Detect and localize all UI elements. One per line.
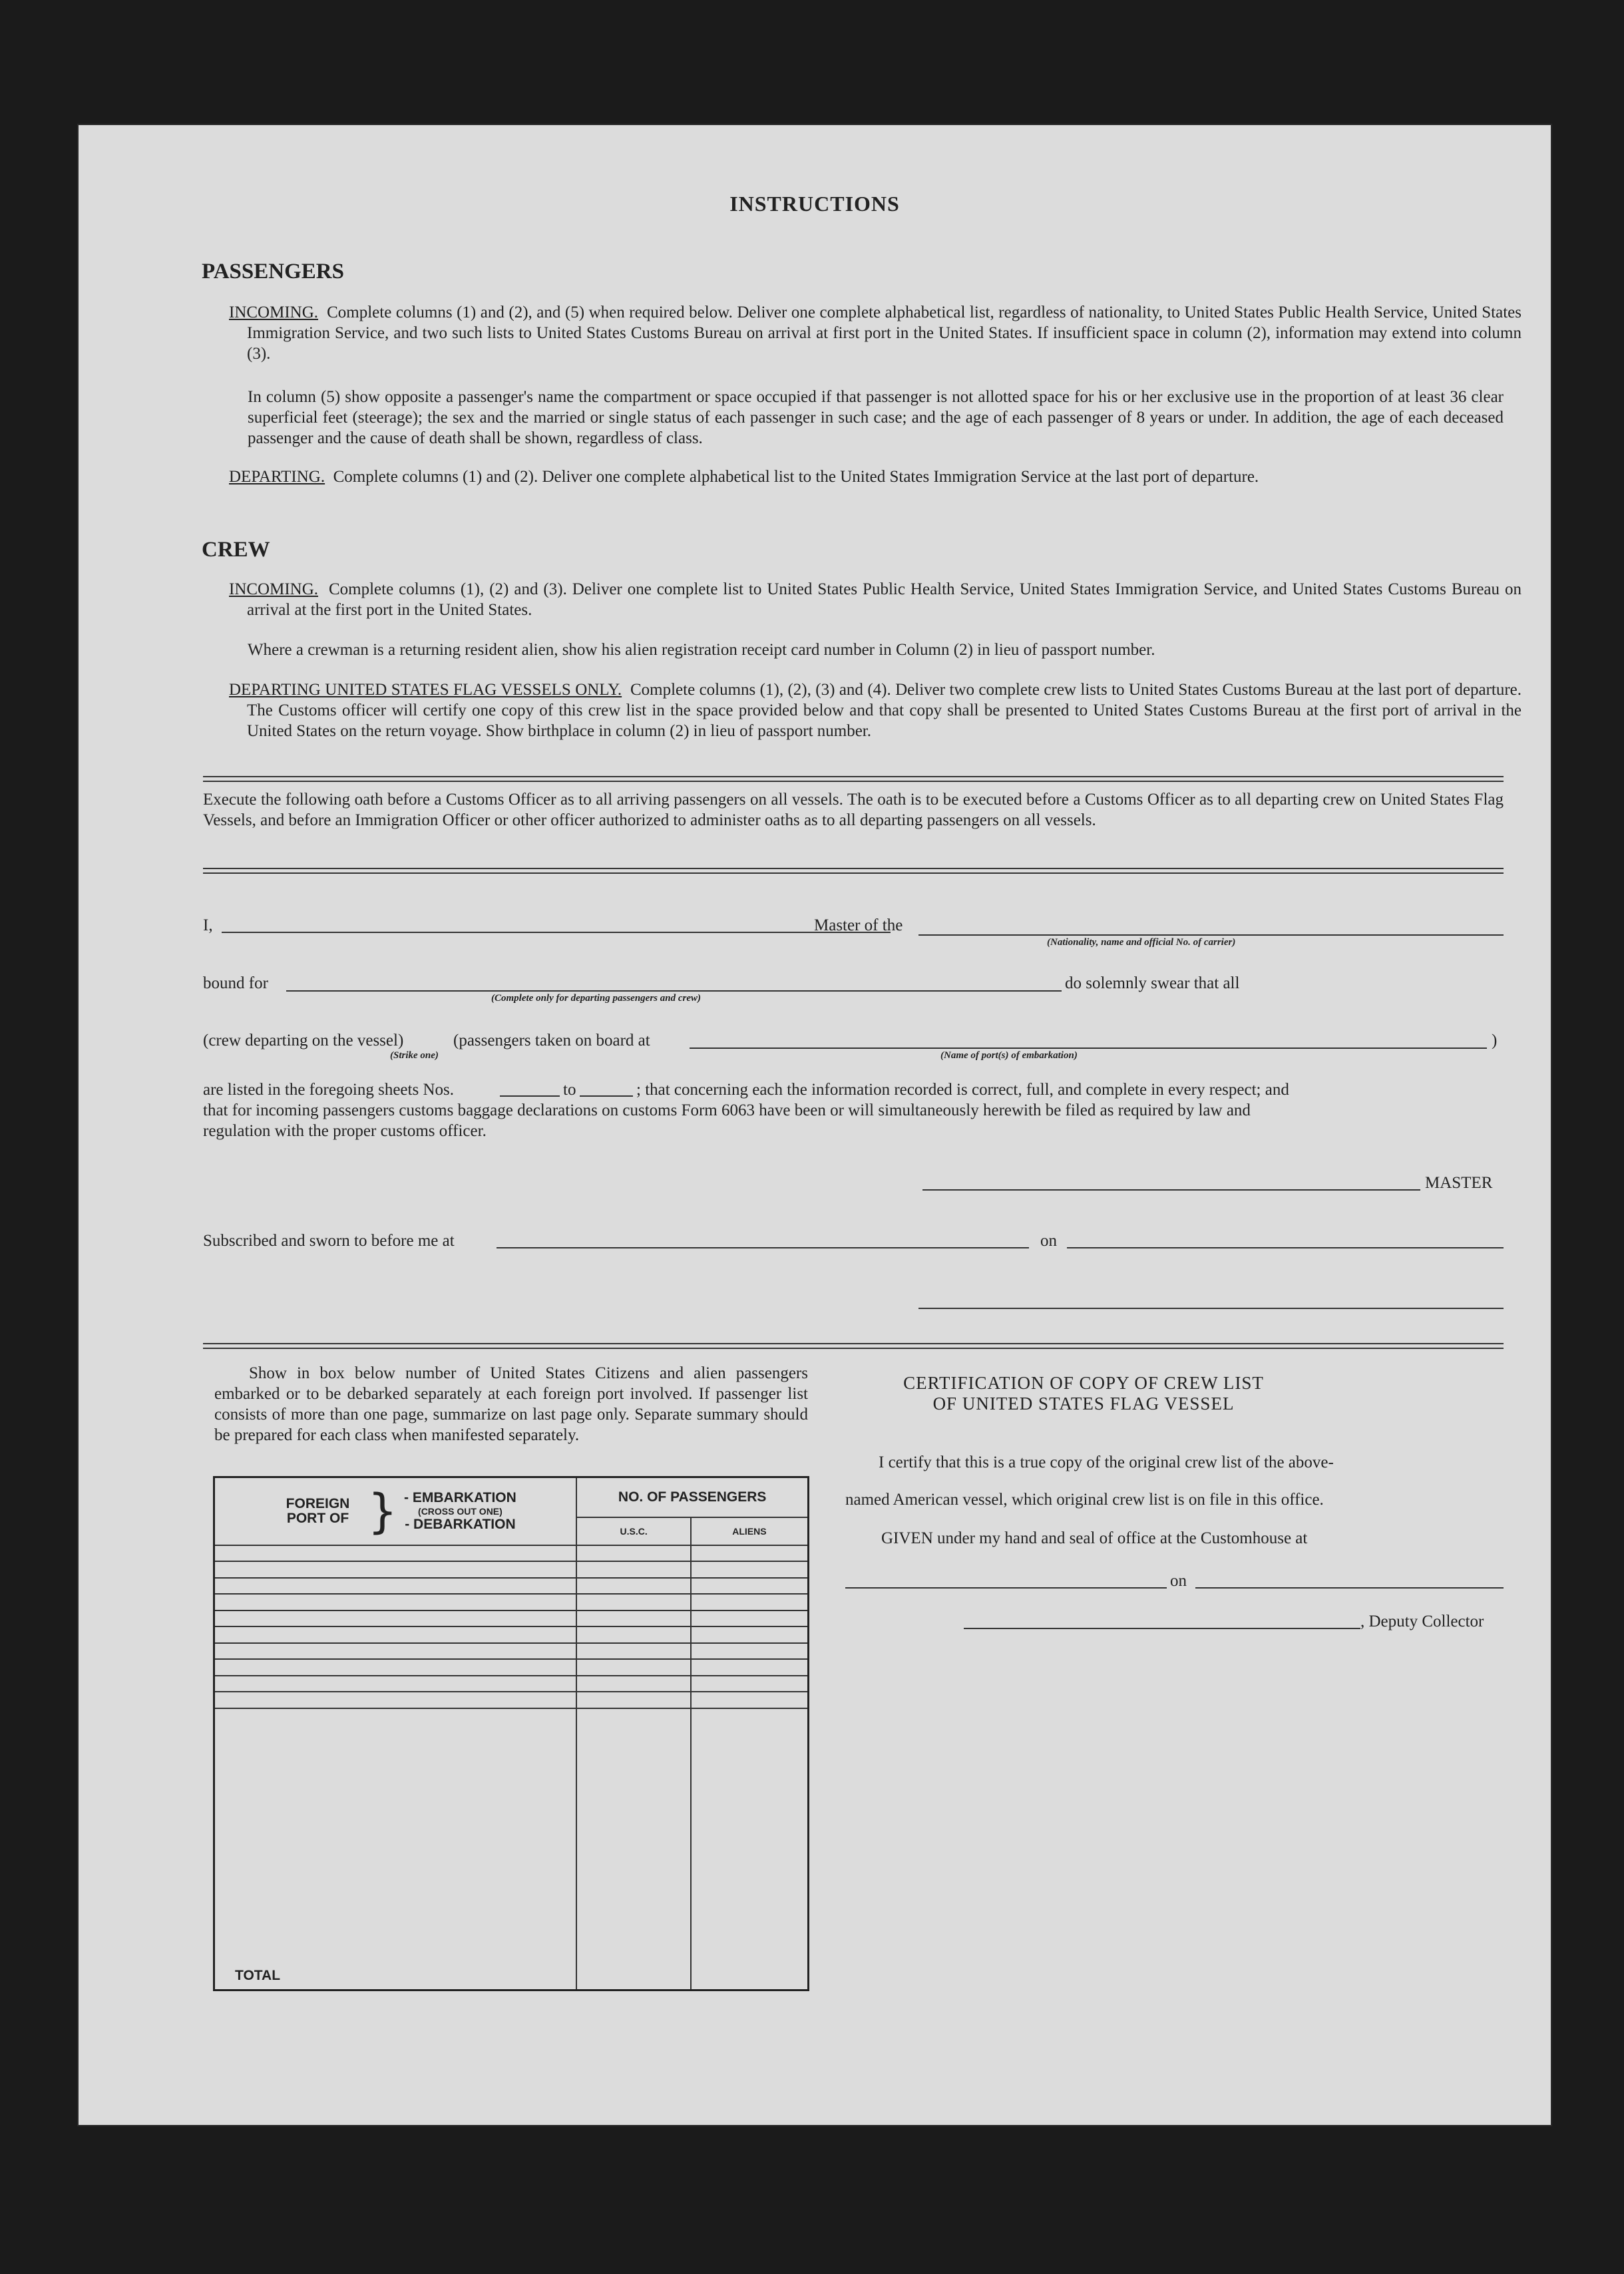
sheets-from-field[interactable]: [500, 1095, 560, 1097]
usc-cell[interactable]: [576, 1626, 691, 1643]
subscribed-label: Subscribed and sworn to before me at: [203, 1232, 455, 1250]
table-row: [214, 1561, 809, 1578]
aliens-cell[interactable]: [691, 1578, 809, 1595]
port-cell[interactable]: [214, 1692, 577, 1708]
passengers-departing-lead: DEPARTING.: [229, 468, 325, 486]
table-row: [214, 1692, 809, 1708]
passengers-column5-paragraph: In column (5) show opposite a passenger's name the compartment or space occupied if that passenger is not allotted space for his or her exclusive use in the proportion of at least 36 clear superficial feet (steerage); the sex and the married or single status of each passenger in such case; and the age of each passenger of 8 years or under. In addition, the age of each deceased passenger and the cause of death shall be shown, regardless of class.: [248, 388, 1504, 447]
subscribed-date-field[interactable]: [1067, 1247, 1504, 1248]
usc-cell[interactable]: [576, 1676, 691, 1692]
port-cell[interactable]: [214, 1545, 577, 1562]
statement-line2: that for incoming passengers customs baggage declarations on customs Form 6063 have been or will simultaneously herewith be filed as required by law and: [203, 1101, 1251, 1119]
aliens-cell[interactable]: [691, 1692, 809, 1708]
sheets-to-field[interactable]: [580, 1095, 633, 1097]
bound-for-field[interactable]: [286, 990, 1062, 992]
debarkation-label: - DEBARKATION: [405, 1516, 516, 1532]
aliens-header: ALIENS: [691, 1517, 809, 1545]
deputy-collector-signature-field[interactable]: [964, 1628, 1360, 1629]
table-row: [214, 1545, 809, 1562]
master-name-field[interactable]: [222, 932, 891, 933]
certify-line1: I certify that this is a true copy of the original crew list of the above-: [879, 1453, 1334, 1471]
close-paren: ): [1492, 1032, 1498, 1049]
aliens-cell[interactable]: [691, 1626, 809, 1643]
usc-header: U.S.C.: [576, 1517, 691, 1545]
certification-heading-line1: CERTIFICATION OF COPY OF CREW LIST: [903, 1373, 1264, 1393]
crew-incoming-lead: INCOMING.: [229, 580, 319, 598]
summary-instructions: Show in box below number of United States Citizens and alien passengers embarked or to be debarked separately at each foreign port involved. If passenger list consists of more than one page, summarize on last page only. Separate summary should be prepared for each class when manifested separately.: [214, 1364, 808, 1444]
aliens-cell[interactable]: [691, 1676, 809, 1692]
brace-glyph: }: [367, 1483, 398, 1539]
port-cell[interactable]: [214, 1561, 577, 1578]
port-cell[interactable]: [214, 1594, 577, 1611]
master-of-label: Master of the: [814, 916, 903, 934]
port-header-cell: [214, 1477, 577, 1545]
section-divider: [203, 776, 1504, 782]
certification-heading-line2: OF UNITED STATES FLAG VESSEL: [932, 1394, 1235, 1414]
port-cell[interactable]: [214, 1676, 577, 1692]
passenger-summary-table: [213, 1476, 809, 1991]
passengers-departing-paragraph: [229, 467, 1522, 487]
aliens-cell[interactable]: [691, 1561, 809, 1578]
certify-line2: named American vessel, which original crew list is on file in this office.: [845, 1491, 1324, 1509]
total-row: [214, 1708, 809, 1990]
aliens-cell[interactable]: [691, 1659, 809, 1676]
oath-i-label: I,: [203, 916, 213, 934]
table-row: [214, 1676, 809, 1692]
crew-incoming-paragraph: [229, 579, 1522, 620]
bound-for-label: bound for: [203, 974, 268, 992]
strike-one-caption: (Strike one): [390, 1050, 439, 1061]
form-page: [79, 125, 1551, 2125]
usc-cell[interactable]: [576, 1561, 691, 1578]
bound-for-caption: (Complete only for departing passengers and crew): [491, 993, 701, 1004]
aliens-total-cell[interactable]: [691, 1708, 809, 1990]
port-cell[interactable]: [214, 1626, 577, 1643]
oath-intro: Execute the following oath before a Customs Officer as to all arriving passengers on all vessels. The oath is to be executed before a Customs Officer as to all departing crew on United States Flag Vessels, and before an Immigration Officer or other officer authorized to administer oaths as to all departing passengers on all vessels.: [203, 791, 1504, 829]
carrier-field[interactable]: [918, 934, 1504, 936]
crew-incoming-text: Complete columns (1), (2) and (3). Deliver one complete list to United States Public Health Service, United States Immigration Service, and United States Customs Bureau on arrival at the first port in the United States.: [247, 580, 1522, 619]
table-row: [214, 1626, 809, 1643]
aliens-cell[interactable]: [691, 1545, 809, 1562]
officer-signature-field[interactable]: [918, 1308, 1504, 1309]
aliens-cell[interactable]: [691, 1643, 809, 1660]
passengers-taken-option: (passengers taken on board at: [453, 1032, 650, 1049]
certification-on-label: on: [1170, 1572, 1187, 1590]
statement-line3: regulation with the proper customs officer.: [203, 1122, 487, 1140]
table-row: [214, 1594, 809, 1611]
page-title: INSTRUCTIONS: [729, 192, 900, 216]
embarkation-label: - EMBARKATION: [404, 1489, 516, 1505]
port-cell[interactable]: [214, 1643, 577, 1660]
crew-departing-lead: DEPARTING UNITED STATES FLAG VESSELS ONLY.: [229, 681, 622, 699]
crew-departing-text: Complete columns (1), (2), (3) and (4). Deliver two complete crew lists to United States Customs Bureau at the last port of departure. The Customs officer will certify one copy of this crew list in the space provided below and that copy shall be presented to United States Customs Bureau at the first port of arrival in the United States on the return voyage. Show birthplace in column (2) in lieu of passport number.: [247, 681, 1522, 740]
total-label: TOTAL: [214, 1708, 577, 1990]
subscribed-place-field[interactable]: [497, 1247, 1029, 1248]
sheets-to-label: to: [563, 1081, 576, 1099]
crew-departing-option: (crew departing on the vessel): [203, 1032, 404, 1049]
cross-out-one-label: (CROSS OUT ONE): [418, 1505, 503, 1517]
usc-cell[interactable]: [576, 1578, 691, 1595]
no-of-passengers-header: NO. OF PASSENGERS: [576, 1477, 808, 1517]
crew-departing-paragraph: [229, 679, 1522, 741]
passengers-heading: PASSENGERS: [202, 260, 344, 284]
sheets-label: are listed in the foregoing sheets Nos.: [203, 1081, 454, 1099]
ports-caption: (Name of port(s) of embarkation): [940, 1050, 1078, 1061]
section-divider: [203, 1343, 1504, 1349]
usc-cell[interactable]: [576, 1643, 691, 1660]
foreign-port-of-label: FOREIGN PORT OF: [286, 1495, 350, 1526]
certification-date-field[interactable]: [1195, 1587, 1504, 1589]
aliens-cell[interactable]: [691, 1611, 809, 1627]
crew-resident-paragraph: Where a crewman is a returning resident alien, show his alien registration receipt card number in Column (2) in lieu of passport number.: [248, 641, 1155, 659]
port-cell[interactable]: [214, 1578, 577, 1595]
table-row: [214, 1659, 809, 1676]
crew-heading: CREW: [202, 538, 270, 562]
embark-debark-group: [404, 1490, 516, 1533]
customhouse-field[interactable]: [845, 1587, 1167, 1589]
master-label: MASTER: [1425, 1174, 1493, 1192]
port-cell[interactable]: [214, 1659, 577, 1676]
usc-cell[interactable]: [576, 1659, 691, 1676]
deputy-collector-label: , Deputy Collector: [1360, 1612, 1484, 1630]
passengers-incoming-text: Complete columns (1) and (2), and (5) when required below. Deliver one complete alphabetical list, regardless of nationality, to United States Public Health Service, United States Immigration Service, and two such lists to United States Customs Bureau on arrival at first port in the United States. If insufficient space in column (2), information may extend into column (3).: [247, 303, 1522, 363]
usc-cell[interactable]: [576, 1594, 691, 1611]
aliens-cell[interactable]: [691, 1594, 809, 1611]
swear-label: do solemnly swear that all: [1065, 974, 1240, 992]
subscribed-on-label: on: [1040, 1232, 1057, 1250]
carrier-caption: (Nationality, name and official No. of carrier): [1047, 937, 1236, 948]
port-cell[interactable]: [214, 1611, 577, 1627]
usc-cell[interactable]: [576, 1545, 691, 1562]
statement-line1: ; that concerning each the information recorded is correct, full, and complete in every respect; and: [636, 1081, 1289, 1099]
ports-field[interactable]: [690, 1047, 1487, 1049]
usc-cell[interactable]: [576, 1611, 691, 1627]
passengers-departing-text: Complete columns (1) and (2). Deliver one complete alphabetical list to the United States Immigration Service at the last port of departure.: [333, 468, 1259, 486]
table-row: [214, 1611, 809, 1627]
master-signature-field[interactable]: [922, 1189, 1420, 1191]
passengers-incoming-paragraph: [229, 302, 1522, 364]
usc-total-cell[interactable]: [576, 1708, 691, 1990]
table-row: [214, 1643, 809, 1660]
section-divider: [203, 868, 1504, 874]
given-line: GIVEN under my hand and seal of office at the Customhouse at: [881, 1529, 1308, 1547]
table-row: [214, 1578, 809, 1595]
passengers-incoming-lead: INCOMING.: [229, 303, 319, 321]
usc-cell[interactable]: [576, 1692, 691, 1708]
